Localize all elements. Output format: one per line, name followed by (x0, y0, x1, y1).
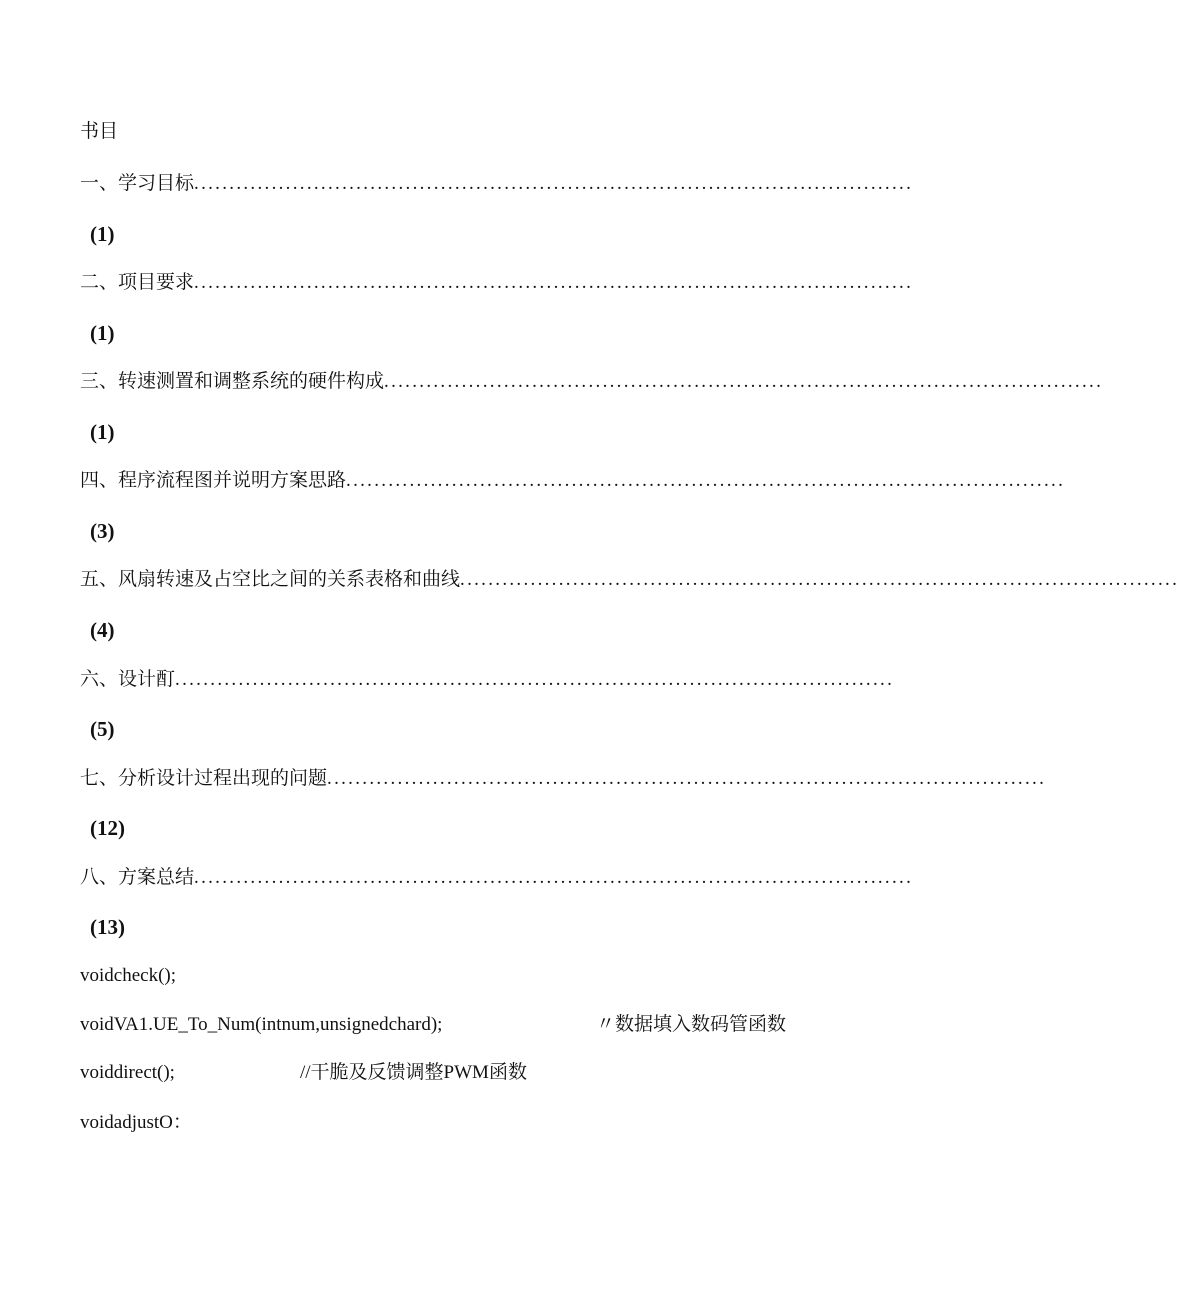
toc-entry-title: 八、方案总结 (80, 867, 195, 888)
toc-page-number: (5) (90, 717, 115, 741)
toc-page-number: (1) (90, 321, 115, 345)
code-line: voiddirect(); (80, 1062, 175, 1083)
code-line: voidadjustO： (80, 1112, 192, 1133)
code-line: voidVA1.UE_To_Num(intnum,unsignedchard); (80, 1014, 443, 1035)
toc-entry (80, 767, 1047, 791)
toc-dot-leader: ...................................................................................................... (384, 371, 1104, 392)
toc-entry (80, 172, 914, 196)
toc-dot-leader: ...................................................................................................... (194, 867, 914, 888)
toc-dot-leader: ...................................................................................................... (327, 768, 1047, 789)
toc-entry-title: 三、转速测置和调整系统的硬件构成 (80, 371, 385, 392)
toc-entry-title: 一、学习目标 (80, 173, 195, 194)
toc-page-number: (13) (90, 915, 125, 939)
toc-entry-title: 四、程序流程图并说明方案思路 (80, 470, 347, 491)
toc-dot-leader: ...................................................................................................... (460, 569, 1179, 590)
toc-entry (80, 668, 895, 692)
toc-page-number: (1) (90, 222, 115, 246)
toc-dot-leader: ...................................................................................................... (346, 470, 1066, 491)
toc-entry-title: 二、项目要求 (80, 272, 195, 293)
toc-page-number: (4) (90, 618, 115, 642)
toc-dot-leader: ...................................................................................................... (175, 669, 895, 690)
toc-entry-title: 七、分析设计过程出现的问题 (80, 768, 328, 789)
toc-dot-leader: ...................................................................................................... (194, 173, 914, 194)
toc-entry (80, 469, 1066, 493)
code-comment: 〃数据填入数码管函数 (596, 1014, 787, 1035)
toc-entry-title: 六、设计酊 (80, 669, 176, 690)
document-title: 书目 (80, 121, 119, 142)
toc-entry (80, 370, 1104, 394)
toc-dot-leader: ...................................................................................................... (194, 272, 914, 293)
toc-entry (80, 568, 1179, 592)
toc-entry-title: 五、风扇转速及占空比之间的关系表格和曲线 (80, 569, 461, 590)
toc-entry (80, 271, 914, 295)
code-line: voidcheck(); (80, 965, 177, 986)
toc-page-number: (12) (90, 816, 125, 840)
toc-page-number: (3) (90, 519, 115, 543)
code-comment: //干脆及反馈调整PWM函数 (300, 1062, 527, 1083)
toc-page-number: (1) (90, 420, 115, 444)
toc-entry (80, 866, 914, 890)
